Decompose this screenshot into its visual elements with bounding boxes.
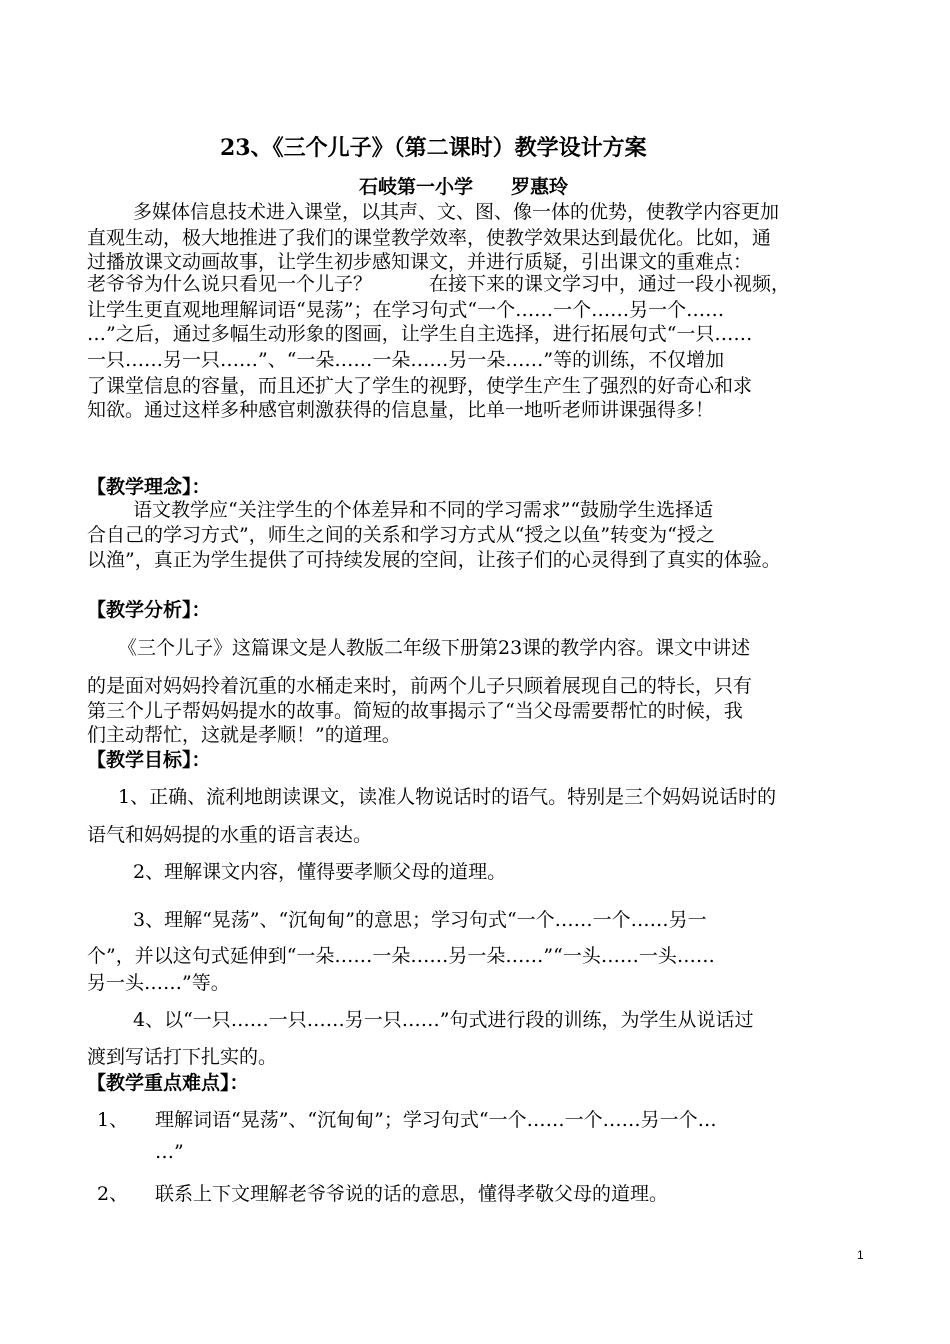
analysis-line: 《三个儿子》这篇课文是人教版二年级下册第23课的教学内容。课文中讲述 [118,637,751,659]
intro-line: 一只……另一只……”、“一朵……一朵……另一朵……”等的训练，不仅增加 [87,349,725,371]
intro-line: …”之后，通过多幅生动形象的图画，让学生自主选择，进行拓展句式“一只…… [87,323,753,345]
goal-line: 1、正确、流利地朗读课文，读准人物说话时的语气。特别是三个妈妈说话时的 [118,786,777,808]
section-heading-concept: 【教学理念】： [87,476,211,498]
concept-line: 合自己的学习方式”，师生之间的关系和学习方式从“授之以鱼”转变为“授之 [87,524,715,546]
keypoint-number: 2、 [97,1183,129,1205]
section-heading-keypoints: 【教学重点难点】： [87,1072,249,1094]
intro-line: 老爷爷为什么说只看见一个儿子？ 在接下来的课文学习中，通过一段小视频， [87,273,791,295]
goal-line: 4、以“一只……一只……另一只……”句式进行段的训练，为学生从说话过 [133,1009,754,1031]
goal-line: 渡到写话打下扎实的。 [87,1046,278,1068]
concept-line: 语文教学应“关注学生的个体差异和不同的学习需求”“鼓励学生选择适 [133,499,714,521]
section-heading-analysis: 【教学分析】： [87,599,211,621]
keypoint-number: 1、 [97,1109,129,1131]
intro-line: 过播放课文动画故事，让学生初步感知课文，并进行质疑，引出课文的重难点： [87,251,753,273]
intro-line: 直观生动，极大地推进了我们的课堂教学效率，使教学效果达到最优化。比如，通 [87,227,772,249]
intro-line: 了课堂信息的容量，而且还扩大了学生的视野，使学生产生了强烈的好奇心和求 [87,375,753,397]
goal-line: 另一头……”等。 [87,972,230,994]
intro-line: 多媒体信息技术进入课堂，以其声、文、图、像一体的优势，使教学内容更加 [133,201,780,223]
keypoint-line: 联系上下文理解老爷爷说的话的意思，懂得孝敬父母的道理。 [155,1183,669,1205]
goal-line: 个”，并以这句式延伸到“一朵……一朵……另一朵……”“一头……一头…… [87,945,715,967]
intro-line: 知欲。通过这样多种感官刺激获得的信息量，比单一地听老师讲课强得多！ [87,399,715,421]
goal-line: 语气和妈妈提的水重的语言表达。 [87,824,373,846]
analysis-line: 的是面对妈妈拎着沉重的水桶走来时，前两个儿子只顾着展现自己的特长，只有 [87,675,753,697]
goal-line: 2、理解课文内容，懂得要孝顺父母的道理。 [133,861,507,883]
page-number: 1 [857,1248,864,1262]
analysis-line: 第三个儿子帮妈妈提水的故事。简短的故事揭示了“当父母需要帮忙的时候，我 [87,700,743,722]
intro-line: 让学生更直观地理解词语“晃荡”；在学习句式“一个……一个……另一个…… [87,299,725,321]
author-line: 石岐第一小学 罗惠玲 [359,176,569,198]
keypoint-line: 理解词语“晃荡”、“沉甸甸”；学习句式“一个……一个……另一个… [155,1109,717,1131]
keypoint-line: …” [155,1141,184,1163]
document-title: 23、《三个儿子》（第二课时）教学设计方案 [220,135,647,161]
goal-line: 3、理解“晃荡”、“沉甸甸”的意思；学习句式“一个……一个……另一 [133,909,707,931]
concept-line: 以渔”，真正为学生提供了可持续发展的空间，让孩子们的心灵得到了真实的体验。 [87,549,781,571]
analysis-line: 们主动帮忙，这就是孝顺！”的道理。 [87,724,401,746]
section-heading-goals: 【教学目标】： [87,749,211,771]
